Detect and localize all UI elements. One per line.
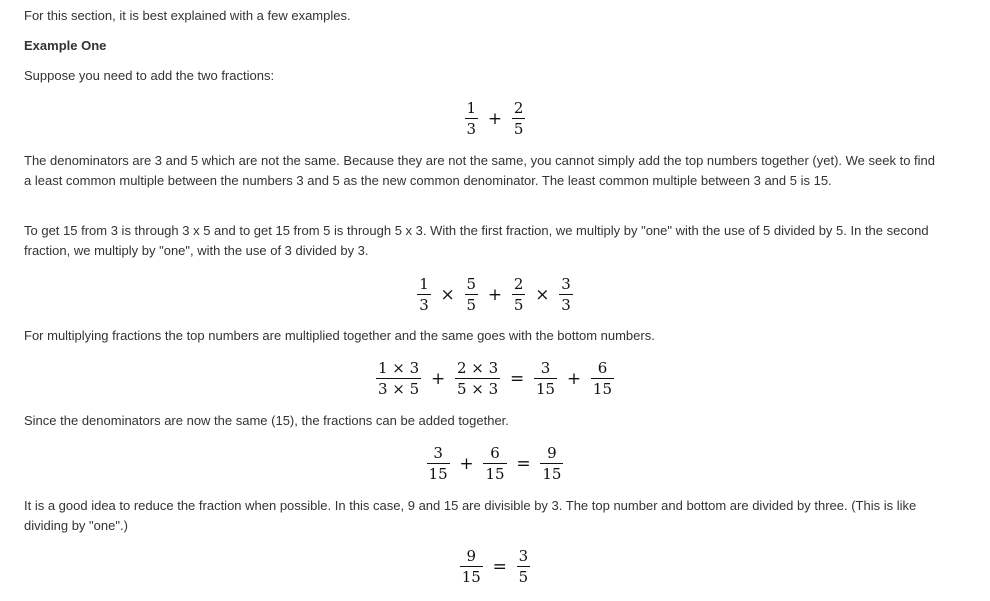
numerator: 2 × 3 — [457, 359, 499, 377]
equals-operator: = — [492, 556, 507, 577]
fraction — [517, 546, 531, 587]
fraction — [376, 358, 421, 399]
fraction — [465, 98, 479, 139]
numerator: 1 — [466, 99, 477, 117]
equation-1 — [0, 98, 990, 139]
fraction — [483, 443, 506, 484]
paragraph-2: The denominators are 3 and 5 which are not the same. Because they are not the same, you cannot simply add the top numbers together (yet). We seek to find a least common multiple between the numbers 3 and 5 as the new common denominator. The least common multiple between 3 and 5 is 15. — [24, 153, 935, 188]
denominator: 15 — [592, 380, 613, 398]
equation-5 — [0, 546, 990, 587]
plus-operator: + — [487, 108, 503, 129]
times-operator: × — [535, 284, 550, 305]
paragraph-1: Suppose you need to add the two fractions: — [24, 68, 275, 83]
denominator: 5 — [466, 296, 477, 314]
intro-text: For this section, it is best explained with a few examples. — [24, 8, 351, 23]
plus-operator: + — [430, 368, 446, 389]
denominator: 15 — [542, 465, 562, 483]
denominator: 15 — [485, 465, 505, 483]
equation-2 — [0, 274, 990, 315]
equals-operator: = — [516, 453, 531, 474]
fraction — [427, 443, 450, 484]
denominator: 5 — [513, 296, 524, 314]
fraction — [417, 274, 431, 315]
fraction — [460, 546, 483, 587]
fraction — [591, 358, 614, 399]
plus-operator: + — [566, 368, 582, 389]
plus-operator: + — [459, 453, 474, 474]
numerator: 1 × 3 — [377, 359, 420, 377]
denominator: 3 — [561, 296, 571, 314]
numerator: 6 — [591, 358, 614, 379]
numerator: 9 — [540, 443, 563, 464]
numerator: 2 — [513, 275, 524, 293]
fraction — [512, 98, 526, 139]
fraction — [465, 274, 479, 315]
denominator: 5 — [518, 568, 529, 586]
denominator: 3 — [419, 296, 429, 314]
numerator: 9 — [460, 546, 483, 567]
paragraph-6: It is a good idea to reduce the fraction when possible. In this case, 9 and 15 are divisible by 3. The top number and bottom are divided by three. (This is like dividing by "one".) — [24, 498, 917, 533]
fraction — [559, 274, 573, 315]
numerator: 5 — [466, 275, 477, 293]
times-operator: × — [440, 284, 455, 305]
numerator: 3 — [561, 275, 571, 293]
numerator: 3 — [518, 547, 529, 565]
numerator: 6 — [483, 443, 506, 464]
fraction — [540, 443, 563, 484]
denominator: 5 — [513, 120, 524, 138]
numerator: 3 — [427, 443, 450, 464]
denominator: 3 × 5 — [377, 380, 420, 398]
denominator: 15 — [461, 568, 481, 586]
equals-operator: = — [509, 368, 525, 389]
numerator: 3 — [534, 358, 557, 379]
denominator: 5 × 3 — [457, 380, 499, 398]
fraction — [534, 358, 557, 399]
paragraph-4: For multiplying fractions the top numbers are multiplied together and the same goes with the bottom numbers. — [24, 328, 655, 343]
paragraph-5: Since the denominators are now the same (15), the fractions can be added together. — [24, 413, 509, 428]
plus-operator: + — [487, 284, 503, 305]
numerator: 1 — [419, 275, 429, 293]
numerator: 2 — [513, 99, 524, 117]
paragraph-3: To get 15 from 3 is through 3 x 5 and to get 15 from 5 is through 5 x 3. With the first fraction, we multiply by "one" with the use of 5 divided by 5. In the second fraction, we multiply by "one", with the use of 3 divided by 3. — [24, 223, 929, 258]
denominator: 15 — [428, 465, 448, 483]
equation-4 — [0, 443, 990, 484]
denominator: 15 — [536, 380, 556, 398]
fraction — [512, 274, 526, 315]
fraction — [455, 358, 500, 399]
section-heading: Example One — [24, 38, 107, 53]
equation-3 — [0, 358, 990, 399]
denominator: 3 — [466, 120, 477, 138]
